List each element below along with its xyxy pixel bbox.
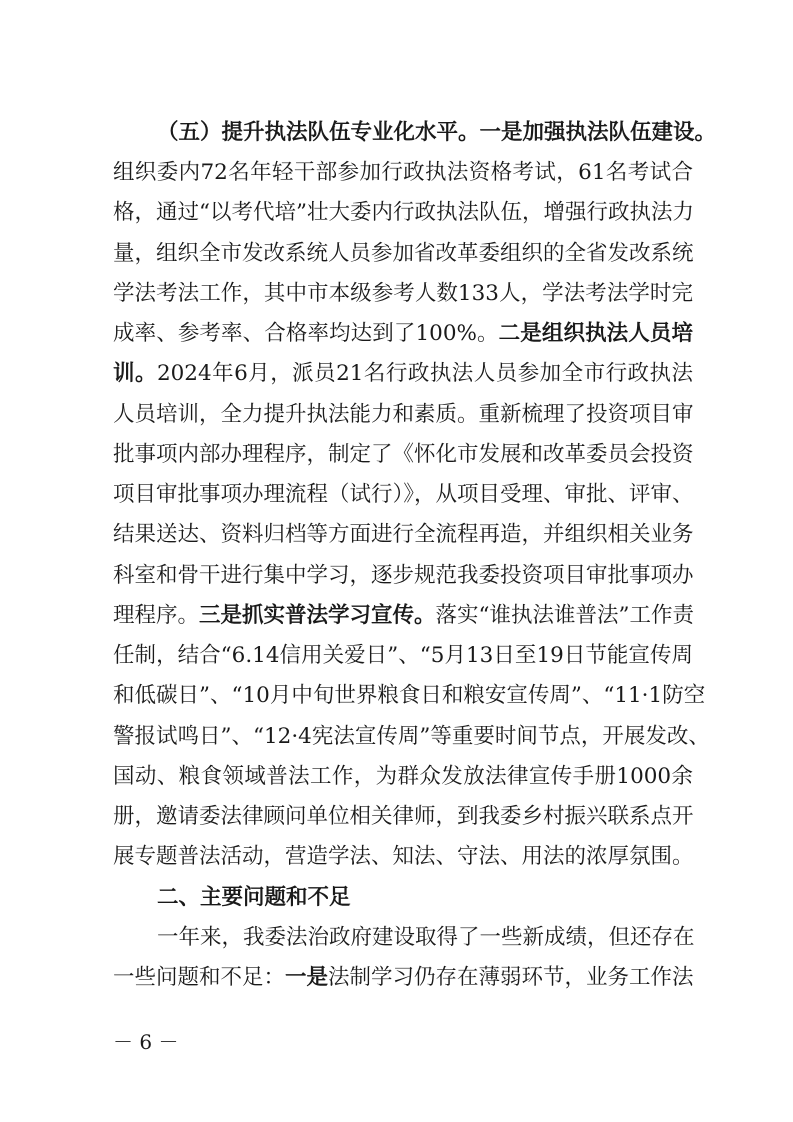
text-segment: 批事项内部办理程序，制定了《怀化市发展和改革委员会投资 [113,442,694,467]
paragraph-line [113,762,693,792]
paragraph-line [113,601,693,631]
text-segment: 警报试鸣日”、“12·4宪法宣传周”等重要时间节点，开展发改、 [113,724,710,749]
paragraph-line [113,359,693,389]
text-segment: 格，通过“以考代培”壮大委内行政执法队伍，增强行政执法力 [113,200,694,225]
text-segment: 和低碳日”、“10月中旬世界粮食日和粮安宣传周”、“11·1防空 [113,683,706,708]
paragraph-line [113,239,693,269]
paragraph-line [113,198,693,228]
paragraph-line [113,802,693,832]
paragraph-line [157,118,717,148]
paragraph-line [113,641,693,671]
text-segment: 结果送达、资料归档等方面进行全流程再造，并组织相关业务 [113,522,694,547]
paragraph-line [113,963,693,993]
text-segment: 册，邀请委法律顾问单位相关律师，到我委乡村振兴联系点开 [113,804,694,829]
text-segment: 项目审批事项办理流程（试行）》，从项目受理、审批、评审、 [113,482,694,507]
text-segment: 任制，结合“6.14信用关爱日”、“5月13日至19日节能宣传周 [113,643,693,668]
bold-text-segment: 训。 [113,361,157,386]
text-segment: 组织委内72名年轻干部参加行政执法资格考试，61名考试合 [113,160,693,185]
text-segment: 成率、参考率、合格率均达到了100%。 [113,321,499,346]
bold-text-segment: 二是组织执法人员培 [498,321,693,346]
paragraph-line [113,319,693,349]
text-segment: 展专题普法活动，营造学法、知法、守法、用法的浓厚氛围。 [113,844,694,869]
paragraph-line [113,279,693,309]
text-segment: 科室和骨干进行集中学习，逐步规范我委投资项目审批事项办 [113,563,694,588]
paragraph-line [113,722,710,752]
paragraph-line [157,883,457,913]
paragraph-line [113,400,693,430]
paragraph-line [113,440,693,470]
bold-text-segment: 三是抓实普法学习宣传。 [199,603,436,628]
text-segment: 理程序。 [113,603,200,628]
text-segment: 国动、粮食领域普法工作，为群众发放法律宣传手册1000余 [113,764,693,789]
paragraph-line [157,923,693,953]
text-segment: 量，组织全市发改系统人员参加省改革委组织的全省发改系统 [113,241,694,266]
text-segment: 法制学习仍存在薄弱环节，业务工作法 [328,965,694,990]
paragraph-line [113,480,693,510]
paragraph-line [113,561,693,591]
text-segment: 人员培训，全力提升执法能力和素质。重新梳理了投资项目审 [113,402,694,427]
paragraph-line [113,681,706,711]
text-segment: 一些问题和不足： [113,965,286,990]
bold-text-segment: （五）提升执法队伍专业化水平。一是加强执法队伍建设。 [157,120,717,145]
bold-text-segment: 二、主要问题和不足 [157,885,351,910]
text-segment: 2024年6月，派员21名行政执法人员参加全市行政执法 [156,361,693,386]
text-segment: 学法考法工作，其中市本级参考人数133人，学法考法学时完 [113,281,693,306]
paragraph-line [113,520,693,550]
paragraph-line [113,842,693,872]
paragraph-line [113,158,693,188]
text-segment: 落实“谁执法谁普法”工作责 [435,603,695,628]
page-number: － 6 － [113,1030,179,1054]
text-segment: 一年来，我委法治政府建设取得了一些新成绩，但还存在 [157,925,695,950]
bold-text-segment: 一是 [285,965,329,990]
